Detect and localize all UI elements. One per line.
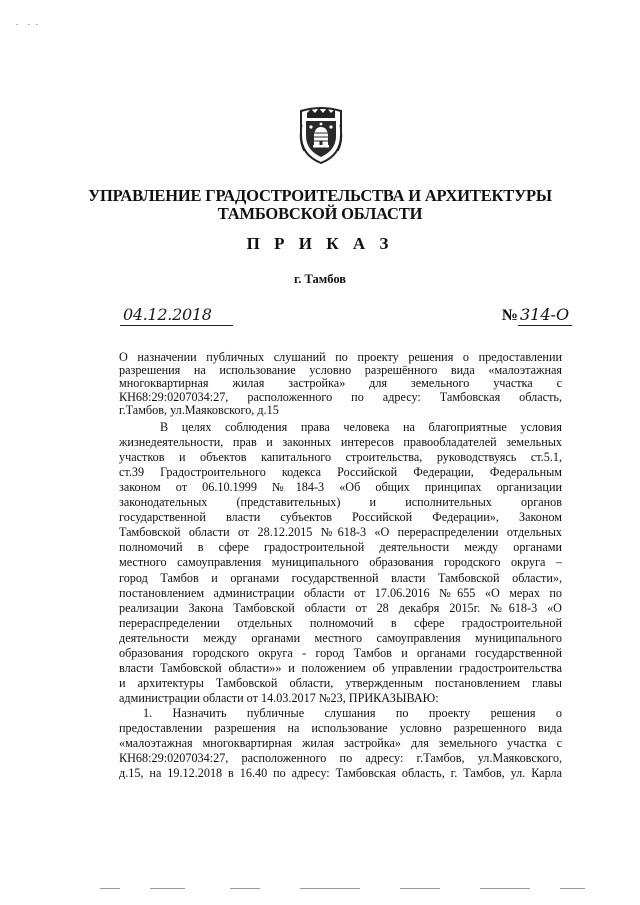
body-line: В целях соблюдения права человека на благоприятные условия: [160, 420, 562, 434]
body-line: законом от 06.10.1999 №184-3 «Об общих принципах организации: [119, 480, 562, 495]
page-edge-mark: [230, 888, 260, 889]
subject-line: г.Тамбов, ул.Маяковского, д.15: [119, 402, 279, 417]
number-sign: №: [501, 307, 518, 324]
body-line: образования городского округа - город Тамбов и органами государственной: [119, 645, 562, 660]
body-line: участков и объектов капитального строительства, руководствуясь ст.5.1,: [119, 450, 562, 465]
body-line: полномочий в сфере градостроительной деятельности между органами: [119, 540, 562, 555]
scan-speck: [28, 24, 30, 25]
coat-of-arms-emblem: [298, 105, 344, 165]
organization-name-line2: ТАМБОВСКОЙ ОБЛАСТИ: [217, 204, 423, 223]
body-line: «малоэтажная многоквартирная жилая застройка» для земельного участка с: [119, 736, 562, 751]
handwritten-date: 04.12.2018: [120, 305, 233, 326]
body-line: Тамбовской области от 28.12.2015 №618-3 «О перераспределении отдельных: [119, 525, 562, 540]
body-line: город Тамбов и органами государственной власти Тамбовской области»,: [119, 570, 562, 585]
body-line: ст.39 Градостроительного кодекса Российской Федерации, Федеральным: [119, 465, 562, 480]
document-type-title: П Р И К А З: [246, 234, 394, 253]
organization-name-line1: УПРАВЛЕНИЕ ГРАДОСТРОИТЕЛЬСТВА И АРХИТЕКТУРЫ: [88, 186, 552, 205]
subject-line: разрешения на использование условно разрешённого вида «малоэтажная: [119, 363, 562, 378]
body-line: КН68:29:0207034:27, расположенного по адресу: г.Тамбов, ул.Маяковского,: [119, 751, 562, 766]
issuing-city: г. Тамбов: [293, 272, 347, 286]
body-line: д.15, на 19.12.2018 в 16.40 по адресу: Тамбовская область, г. Тамбов, ул. Карла: [119, 766, 562, 781]
body-line: местного самоуправления муниципального образования городского округа –: [119, 555, 562, 570]
body-line: предоставлении разрешения на использование условно разрешенного вида: [119, 721, 562, 735]
body-line: и архитектуры Тамбовской области, утвержденным постановлением главы: [119, 675, 562, 690]
handwritten-order-number: 314-О: [518, 305, 572, 326]
page-edge-mark: [560, 888, 585, 889]
page-edge-mark: [480, 888, 530, 889]
body-line: государственной власти субъектов Российской Федерации», Законом: [119, 510, 562, 525]
scan-speck: [36, 24, 38, 25]
body-line: законодательных (представительных) и исполнительных органов: [119, 495, 562, 510]
order-number: [502, 305, 572, 326]
body-line: администрации области от 14.03.2017 №23, ПРИКАЗЫВАЮ:: [119, 690, 439, 705]
body-line: 1. Назначить публичные слушания по проекту решения о: [143, 705, 562, 720]
page-edge-mark: [300, 888, 360, 889]
body-line: постановлением администрации области от 17.06.2016 №655 «О мерах по: [119, 585, 562, 600]
body-line: жизнедеятельности, прав и законных интересов правообладателей земельных: [119, 435, 562, 450]
body-line: власти Тамбовской области»» и положением об управлении градостроительства: [119, 660, 562, 675]
page-edge-mark: [100, 888, 120, 889]
scan-speck: [16, 24, 18, 25]
body-line: перераспределении отдельных полномочий в сфере градостроительной: [119, 615, 562, 630]
body-line: деятельности между органами местного самоуправления муниципального: [119, 630, 562, 645]
subject-line: многоквартирная жилая застройка» для земельного участка с: [119, 376, 562, 391]
page-edge-mark: [150, 888, 185, 889]
subject-line: О назначении публичных слушаний по проекту решения о предоставлении: [119, 350, 562, 364]
subject-line: КН68:29:0207034:27, расположенного по адресу: Тамбовская область,: [119, 389, 562, 404]
page-edge-mark: [400, 888, 440, 889]
body-line: реализации Закона Тамбовской области от 28 декабря 2015г. №618-3 «О: [119, 600, 562, 615]
